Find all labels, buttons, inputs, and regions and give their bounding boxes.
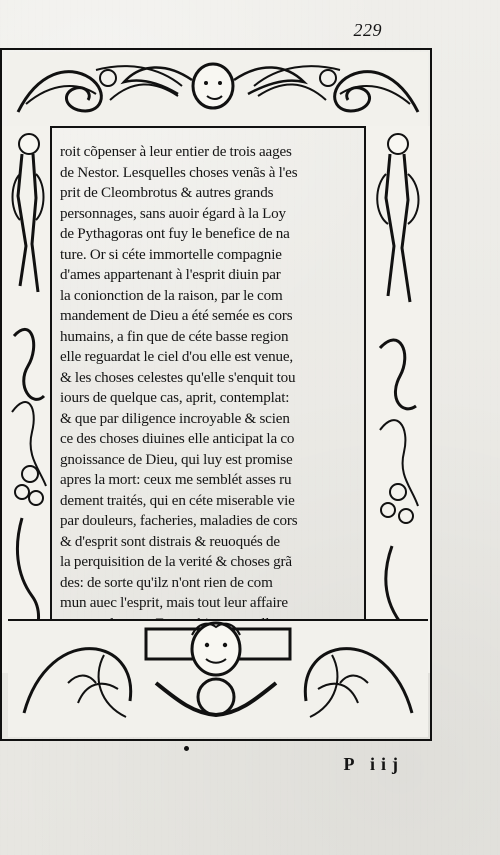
printer-dot (184, 746, 189, 751)
right-ornament (364, 126, 430, 673)
text-line: roit cõpenser à leur entier de trois aages (60, 144, 292, 160)
bottom-ornament (8, 619, 428, 737)
text-line: mun auec l'esprit, mais tout leur affaire (60, 595, 288, 611)
text-line: ce des choses diuines elle anticipat la co (60, 431, 295, 447)
text-line: personnages, sans auoir égard à la Loy (60, 205, 286, 222)
text-line: & que par diligence incroyable & scien (60, 410, 290, 427)
text-line: des: de sorte qu'ilz n'ont rien de com (60, 574, 273, 591)
text-line: & d'esprit sont distrais & reuoqués de (60, 533, 280, 550)
text-line: elle reguardat le ciel d'ou elle est venue, (60, 349, 294, 365)
text-line: mandement de Dieu a été semée es cors (60, 308, 293, 324)
text-line: de Nestor. Lesquelles choses venãs à l'es (60, 164, 298, 181)
signature-mark: P iij (343, 754, 404, 774)
cherub-scroll-ornament (8, 52, 428, 126)
text-line: d'ames appartenant à l'esprit diuin par (60, 267, 281, 283)
text-line: ture. Or si céte immortelle compagnie (60, 246, 282, 263)
text-line: la perquisition de la verité & choses grã (60, 554, 292, 570)
text-line: la conionction de la raison, par le com (60, 287, 283, 304)
top-ornament (8, 52, 428, 128)
right-figure-garland (366, 126, 430, 673)
left-ornament (2, 126, 52, 673)
text-line: iours de quelque cas, aprit, contemplat: (60, 390, 290, 406)
text-line: apres la mort: ceux me semblét asses ru (60, 472, 292, 488)
text-block (52, 127, 368, 672)
text-line: gnoissance de Dieu, qui luy est promise (60, 451, 293, 468)
text-line: & les choses celestes qu'elle s'enquit tou (60, 369, 296, 386)
text-line: de Pythagoras ont fuy le benefice de na (60, 226, 290, 242)
text-line: humains, a fin que de céte basse region (60, 328, 289, 345)
lion-mask-ornament (8, 621, 428, 737)
text-line: par douleurs, facheries, maladies de cors (60, 513, 298, 529)
woodcut-frame (0, 48, 432, 741)
left-figure-garland (2, 126, 50, 673)
page-number: 229 (353, 20, 382, 40)
text-line: dement traités, qui en céte miserable vie (60, 492, 295, 509)
text-line: prit de Cleombrotus & autres grands (60, 185, 274, 201)
